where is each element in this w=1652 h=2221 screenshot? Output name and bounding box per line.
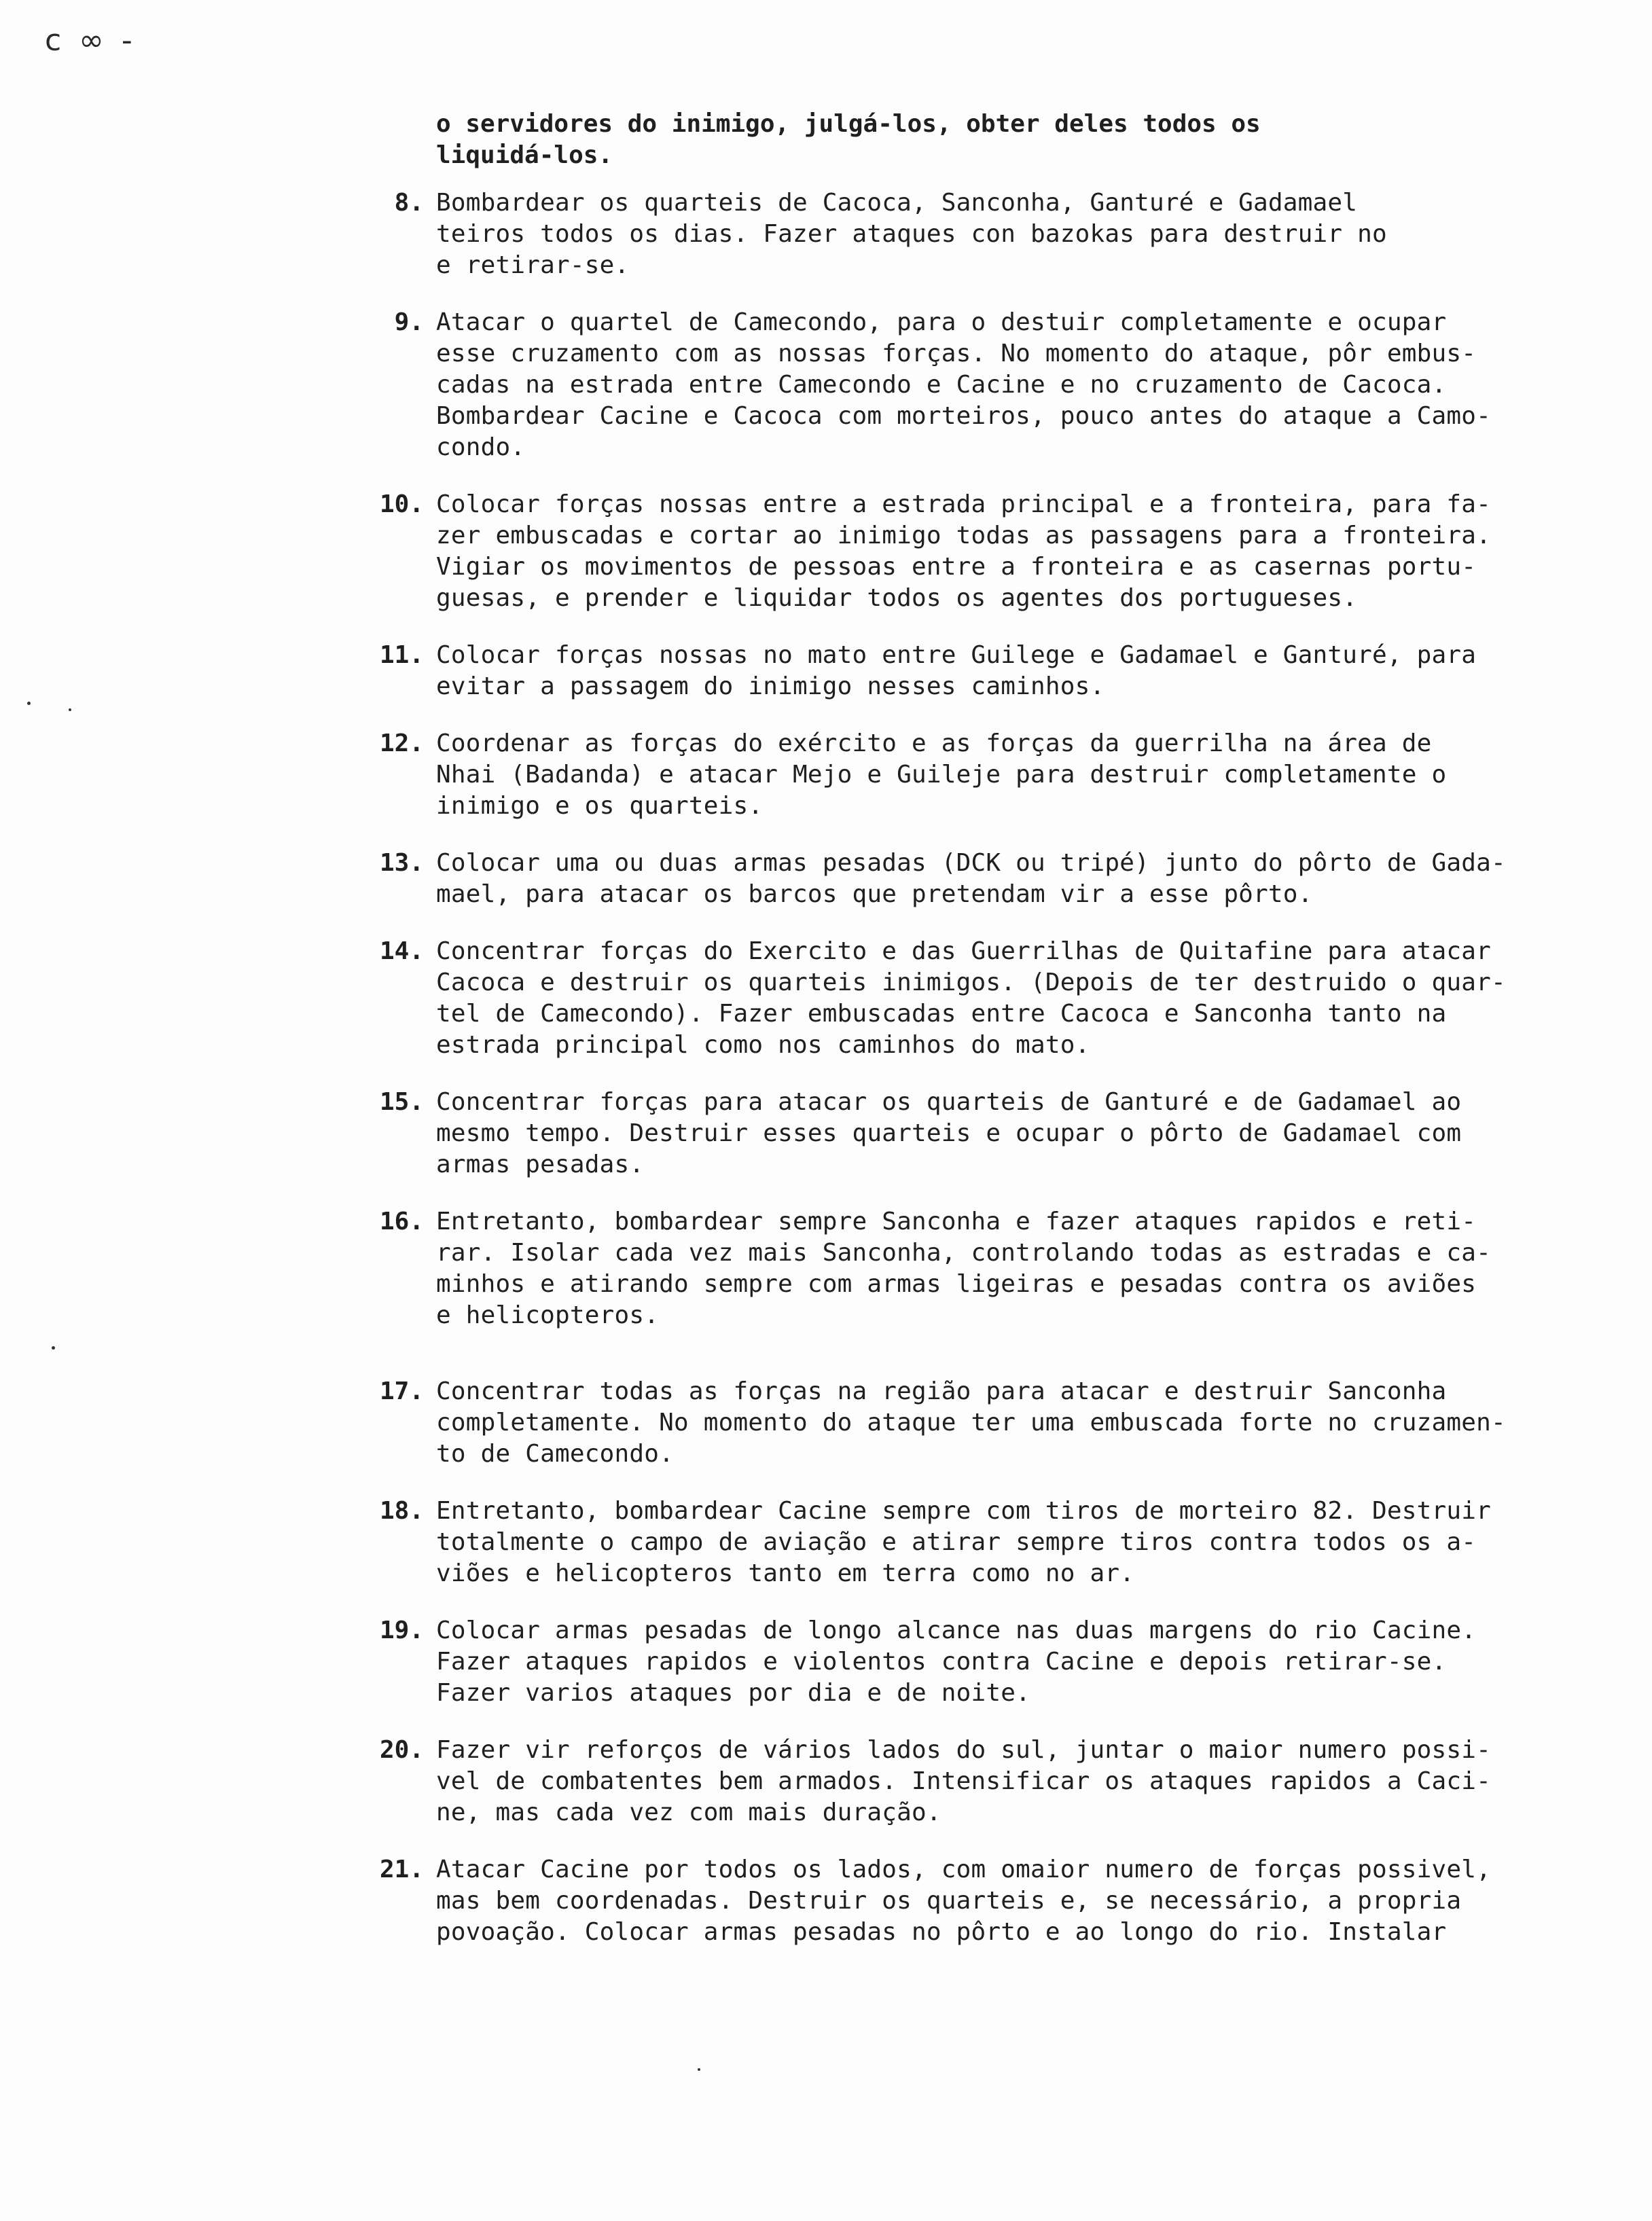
item-number: 10. bbox=[379, 490, 424, 518]
list-item-9 bbox=[367, 307, 1590, 463]
list-item-12 bbox=[367, 728, 1590, 822]
document-body bbox=[367, 109, 1590, 1974]
item-number: 18. bbox=[379, 1497, 424, 1525]
list-item-13 bbox=[367, 848, 1590, 910]
item-text: Concentrar forças do Exercito e das Guerrilhas de Quitafine para atacar Cacoca e destruir os quarteis inimigos. (Depois de ter destruido o quar- tel de Camecondo). Fazer embuscadas entre Cacoca e Sanconha tanto na estrada principal como nos caminhos do mato. bbox=[436, 937, 1506, 1059]
scan-speck bbox=[698, 2068, 700, 2071]
list-item-18 bbox=[367, 1496, 1590, 1589]
corner-handwritten-mark: c ∞ - bbox=[45, 23, 137, 58]
item-text: Colocar forças nossas entre a estrada principal e a fronteira, para fa- zer embuscadas e cortar ao inimigo todas as passagens para a fronteira. Vigiar os movimentos de pessoas entre a fronteira e as casernas portu- guesas, e prender e liquidar todos os agentes dos portugueses. bbox=[436, 490, 1492, 612]
list-item-20 bbox=[367, 1735, 1590, 1828]
item-text: Atacar Cacine por todos os lados, com omaior numero de forças possivel, mas bem coordenadas. Destruir os quarteis e, se necessário, a propria povoação. Colocar armas pesadas no pôrto e ao longo do rio. Instalar bbox=[436, 1856, 1492, 1946]
scan-speck bbox=[27, 702, 31, 705]
scan-speck bbox=[69, 708, 71, 711]
item-number: 21. bbox=[379, 1856, 424, 1883]
item-number: 16. bbox=[379, 1208, 424, 1235]
list-item-16 bbox=[367, 1206, 1590, 1331]
list-item-19 bbox=[367, 1615, 1590, 1709]
list-item-21 bbox=[367, 1854, 1590, 1948]
item-text: Entretanto, bombardear Cacine sempre com tiros de morteiro 82. Destruir totalmente o campo de aviação e atirar sempre tiros contra todos os a- viões e helicopteros tanto em terra como no ar. bbox=[436, 1497, 1492, 1587]
item-number: 14. bbox=[379, 937, 424, 965]
item-text: Concentrar forças para atacar os quarteis de Ganturé e de Gadamael ao mesmo tempo. Destruir esses quarteis e ocupar o pôrto de Gadamael com armas pesadas. bbox=[436, 1088, 1462, 1178]
item-text: Entretanto, bombardear sempre Sanconha e fazer ataques rapidos e reti- rar. Isolar cada vez mais Sanconha, controlando todas as estradas e ca- minhos e atirando sempre com armas ligeiras e pesadas contra os aviões e helicopteros. bbox=[436, 1208, 1492, 1329]
item-text: Coordenar as forças do exército e as forças da guerrilha na área de Nhai (Badanda) e atacar Mejo e Guileje para destruir completamente o inimigo e os quarteis. bbox=[436, 729, 1447, 820]
item-text: Colocar uma ou duas armas pesadas (DCK ou tripé) junto do pôrto de Gada- mael, para atacar os barcos que pretendam vir a esse pôrto. bbox=[436, 849, 1506, 908]
item-number: 19. bbox=[379, 1617, 424, 1644]
scan-speck bbox=[52, 1346, 55, 1350]
paragraph-gap bbox=[367, 1357, 1590, 1376]
item-number: 20. bbox=[379, 1736, 424, 1764]
item-number: 12. bbox=[379, 729, 424, 757]
item-number: 13. bbox=[379, 849, 424, 877]
item-number: 17. bbox=[379, 1377, 424, 1405]
item-text: Colocar forças nossas no mato entre Guilege e Gadamael e Ganturé, para evitar a passagem do inimigo nesses caminhos. bbox=[436, 641, 1477, 700]
list-item-15 bbox=[367, 1087, 1590, 1180]
item-number: 11. bbox=[379, 641, 424, 669]
item-number: 8. bbox=[394, 189, 424, 217]
item-text: Atacar o quartel de Camecondo, para o destuir completamente e ocupar esse cruzamento com as nossas forças. No momento do ataque, pôr embus- cadas na estrada entre Camecondo e Cacine e no cruzamento de Cacoca. Bombardear Cacine e Cacoca com morteiros, pouco antes do ataque a Camo- condo. bbox=[436, 308, 1492, 461]
list-item-8 bbox=[367, 187, 1590, 281]
item-text: Bombardear os quarteis de Cacoca, Sanconha, Ganturé e Gadamael teiros todos os dias. Fazer ataques con bazokas para destruir no e retirar-se. bbox=[436, 189, 1387, 279]
list-item-11 bbox=[367, 640, 1590, 702]
item-text: Colocar armas pesadas de longo alcance nas duas margens do rio Cacine. Fazer ataques rapidos e violentos contra Cacine e depois retirar-se. Fazer varios ataques por dia e de noite. bbox=[436, 1617, 1477, 1707]
list-item-10 bbox=[367, 489, 1590, 614]
list-item-14 bbox=[367, 936, 1590, 1061]
item-text: Concentrar todas as forças na região para atacar e destruir Sanconha completamente. No momento do ataque ter uma embuscada forte no cruzamen- to de Camecondo. bbox=[436, 1377, 1506, 1468]
item-number: 9. bbox=[394, 308, 424, 336]
continued-paragraph: o servidores do inimigo, julgá-los, obter deles todos os liquidá-los. bbox=[436, 110, 1261, 169]
list-item-17 bbox=[367, 1376, 1590, 1470]
item-number: 15. bbox=[379, 1088, 424, 1116]
item-text: Fazer vir reforços de vários lados do sul, juntar o maior numero possi- vel de combatentes bem armados. Intensificar os ataques rapidos a Caci- ne, mas cada vez com mais duração. bbox=[436, 1736, 1492, 1826]
